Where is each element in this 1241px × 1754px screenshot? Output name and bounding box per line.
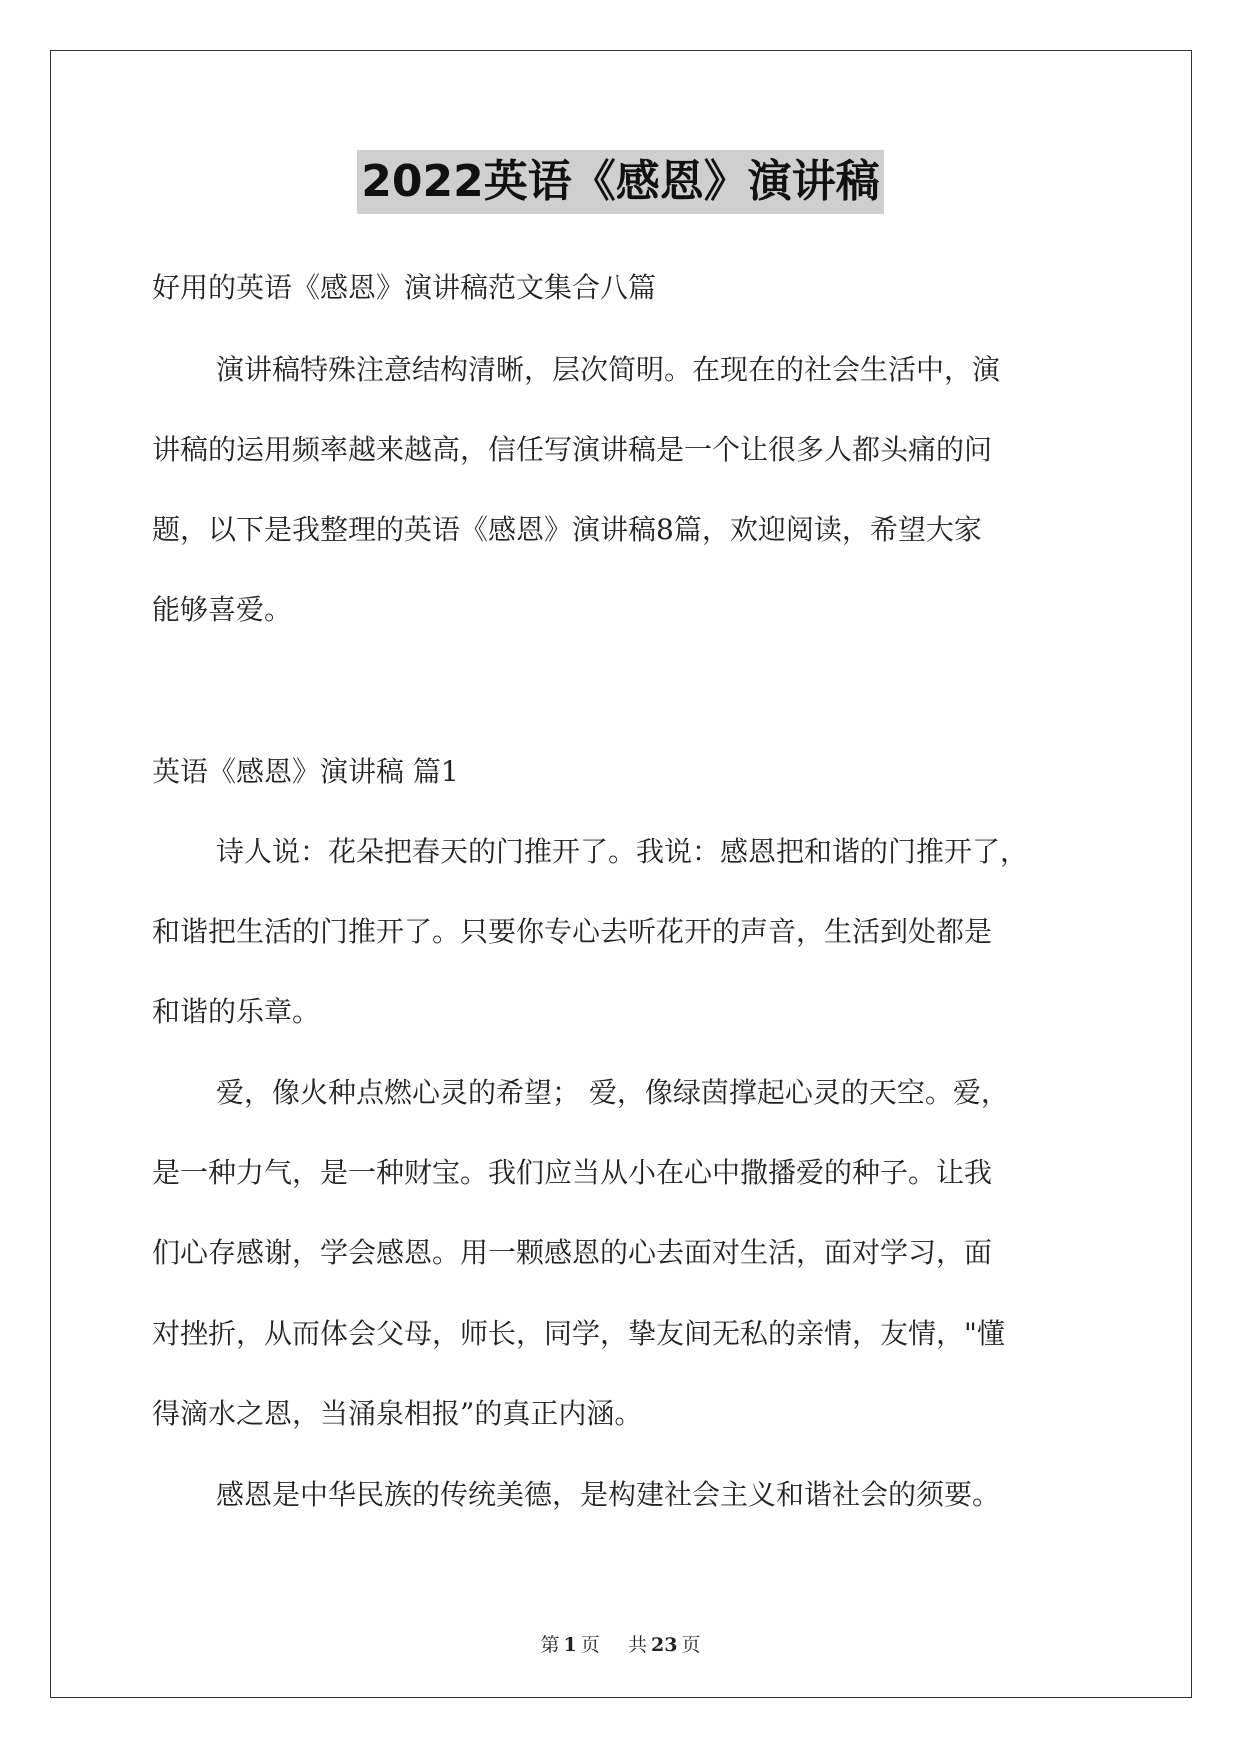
paragraph-line: 演讲稿特殊注意结构清晰，层次简明。在现在的社会生活中，演 xyxy=(216,353,1001,386)
paragraph-line: 诗人说：花朵把春天的门推开了。我说：感恩把和谐的门推开了， xyxy=(216,835,1029,868)
page-footer xyxy=(0,1630,1241,1657)
paragraph-line: 爱，像火种点燃心灵的希望； 爱，像绿茵撑起心灵的天空。爱， xyxy=(216,1076,1009,1109)
paragraph-line: 和谐的乐章。 xyxy=(152,995,321,1028)
total-suffix: 页 xyxy=(681,1634,701,1656)
paragraph-line: 和谐把生活的门推开了。只要你专心去听花开的声音，生活到处都是 xyxy=(152,915,993,948)
total-pages: 23 xyxy=(650,1634,678,1656)
page-prefix: 第 xyxy=(540,1634,560,1656)
title-wrap xyxy=(0,150,1241,214)
paragraph-line: 能够喜爱。 xyxy=(152,593,293,626)
total-prefix: 共 xyxy=(627,1634,647,1656)
paragraph-line: 感恩是中华民族的传统美德，是构建社会主义和谐社会的须要。 xyxy=(216,1478,1001,1511)
document-title: 2022英语《感恩》演讲稿 xyxy=(357,150,883,214)
section-heading: 英语《感恩》演讲稿 篇1 xyxy=(152,755,459,788)
paragraph-line: 们心存感谢，学会感恩。用一颗感恩的心去面对生活，面对学习，面 xyxy=(152,1236,993,1269)
paragraph-line: 得滴水之恩，当涌泉相报”的真正内涵。 xyxy=(152,1397,643,1430)
subtitle: 好用的英语《感恩》演讲稿范文集合八篇 xyxy=(152,271,657,304)
paragraph-line: 是一种力气，是一种财宝。我们应当从小在心中撒播爱的种子。让我 xyxy=(152,1156,993,1189)
paragraph-line: 题，以下是我整理的英语《感恩》演讲稿8篇，欢迎阅读，希望大家 xyxy=(152,513,982,546)
page-number: 1 xyxy=(563,1634,577,1656)
paragraph-line: 讲稿的运用频率越来越高，信任写演讲稿是一个让很多人都头痛的问 xyxy=(152,433,993,466)
page-suffix: 页 xyxy=(580,1634,600,1656)
paragraph-line: 对挫折，从而体会父母，师长，同学，挚友间无私的亲情，友情，"懂 xyxy=(152,1317,1005,1350)
